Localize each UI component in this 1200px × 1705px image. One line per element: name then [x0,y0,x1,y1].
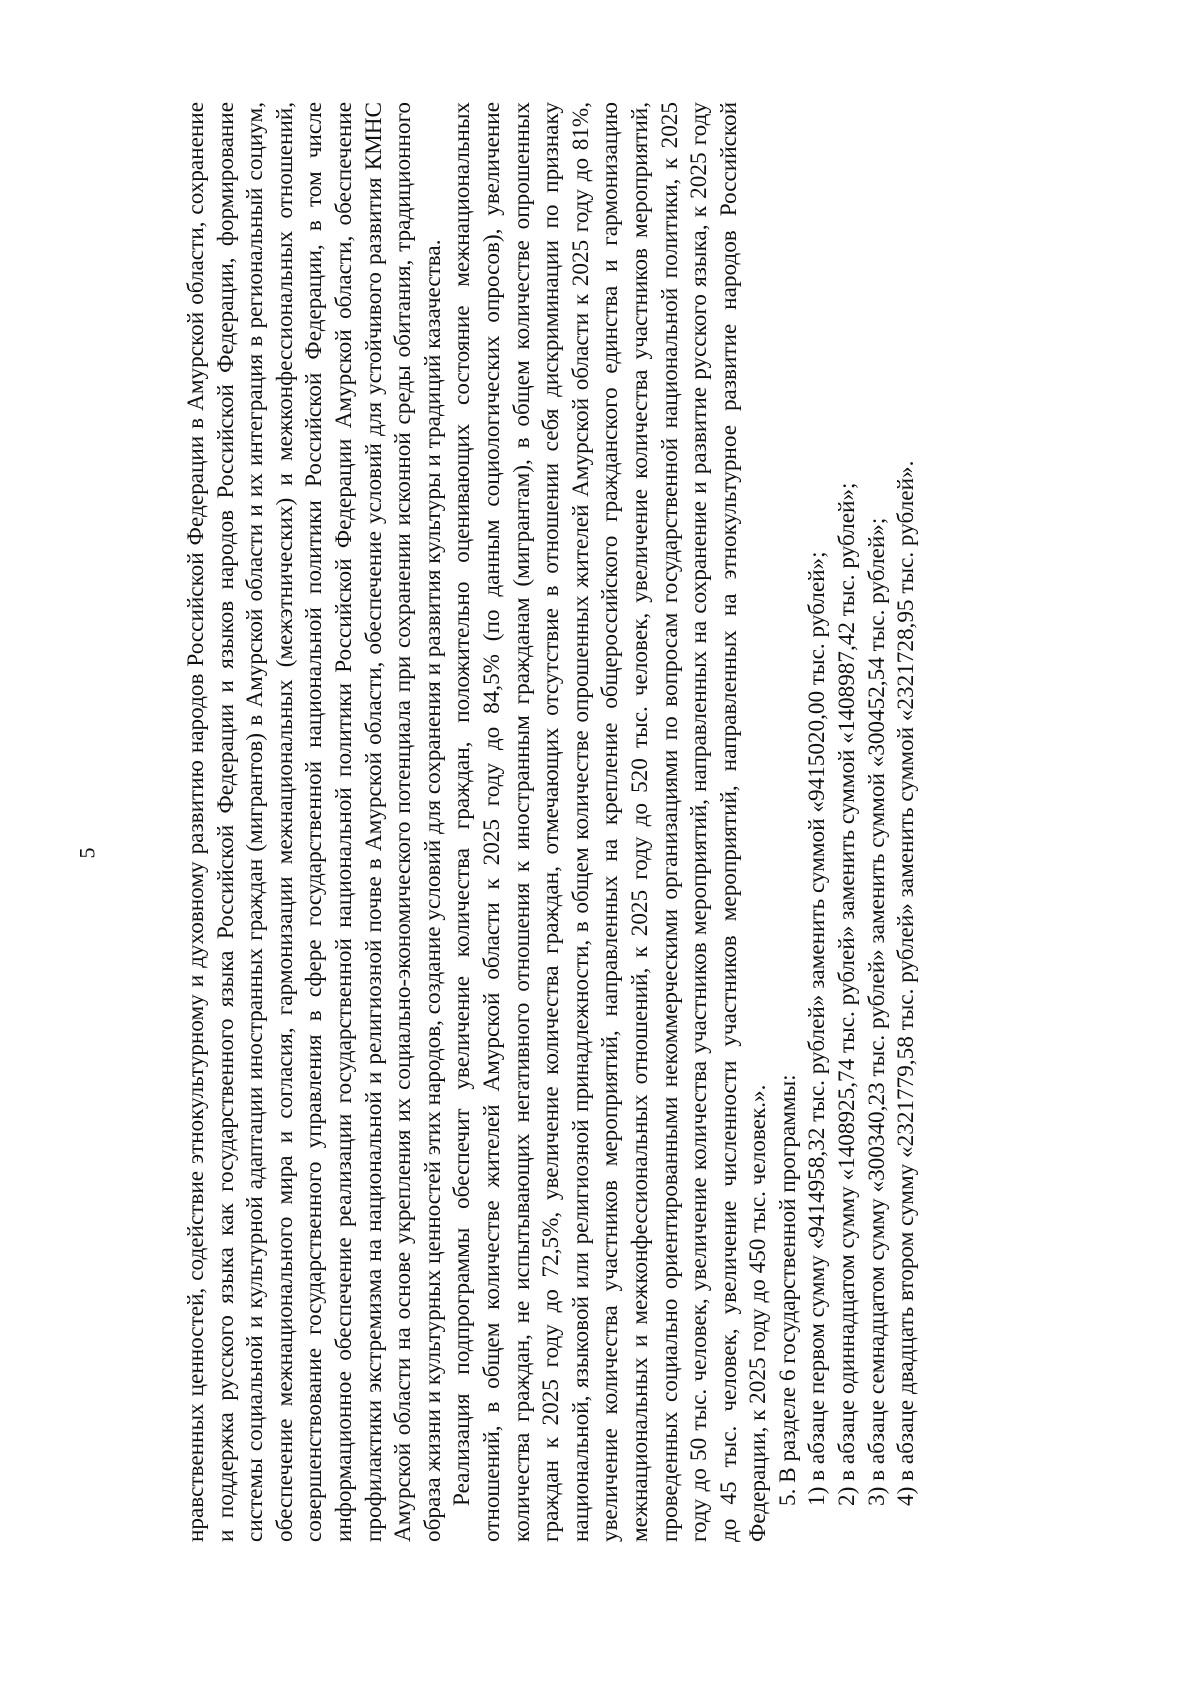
section-5-heading: 5. В разделе 6 государственной программы: [774,1074,801,1506]
section-5-item-3: 3) в абзаце семнадцатом сумму «300340,23 тыс. рублей» заменить суммой «300452,54 тыс. рублей»; [863,517,890,1506]
section-5-item-4: 4) в абзаце двадцать втором сумму «2321779,58 тыс. рублей» заменить суммой «2321728,95 тыс. рублей». [893,460,920,1506]
document-body [182,102,922,1542]
paragraph-goals: нравственных ценностей, содействие этнокультурному и духовному развитию народов Российской Федерации в Амурской области, сохранение и поддержка русского языка как государственного языка Российской Федерации и языков народов Российской Федерации, формирование системы социальной и культурной адаптации иностранных граждан (мигрантов) в Амурской области и их интеграция в региональный социум, обеспечение межнационального мира и согласия, гармонизации межнациональных (межэтнических) и межконфессиональных отношений, совершенствование государственного управления в сфере государственной национальной политики Российской Федерации, в том числе информационное обеспечение реализации государственной национальной политики Российской Федерации Амурской области, обеспечение профилактики экстремизма на национальной и религиозной почве в Амурской области, обеспечение условий для устойчивого развития КМНС Амурской области на основе укрепления их социально-экономического потенциала при сохранении исконной среды обитания, традиционного образа жизни и культурных ценностей этих народов, создание условий для сохранения и развития культуры и традиций казачества. [183,102,446,1542]
section-5-item-2: 2) в абзаце одиннадцатом сумму «1408925,74 тыс. рублей» заменить суммой «1408987,42 тыс. рублей»; [834,482,861,1506]
paragraph-implementation: Реализация подпрограммы обеспечит увеличение количества граждан, положительно оценивающих состояние межнациональных отношений, в общем количестве жителей Амурской области к 2025 году до 84,5% (по данным социологических опросов), увеличение количества граждан, не испытывающих негативного отношения к иностранным гражданам (мигрантам), в общем количестве опрошенных граждан к 2025 году до 72,5%, увеличение количества граждан, отмечающих отсутствие в отношении себя дискриминации по признаку национальной, языковой или религиозной принадлежности, в общем количестве опрошенных жителей Амурской области к 2025 году до 81%, увеличение количества участников мероприятий, направленных на крепление общероссийского гражданского единства и гармонизацию межнациональных и межконфессиональных отношений, к 2025 году до 520 тыс. человек, увеличение количества участников мероприятий, проведенных социально ориентированными некоммерческими организациями по вопросам государственной национальной политики, к 2025 году до 50 тыс. человек, увеличение количества участников мероприятий, направленных на сохранение и развитие русского языка, к 2025 году до 45 тыс. человек, увеличение численности участников мероприятий, направленных на этнокультурное развитие народов Российской Федерации, к 2025 году до 450 тыс. человек.». [449,102,772,1542]
page-number: 5 [74,847,100,859]
section-5-item-1: 1) в абзаце первом сумму «9414958,32 тыс. рублей» заменить суммой «9415020,00 тыс. рублей»; [804,551,831,1506]
